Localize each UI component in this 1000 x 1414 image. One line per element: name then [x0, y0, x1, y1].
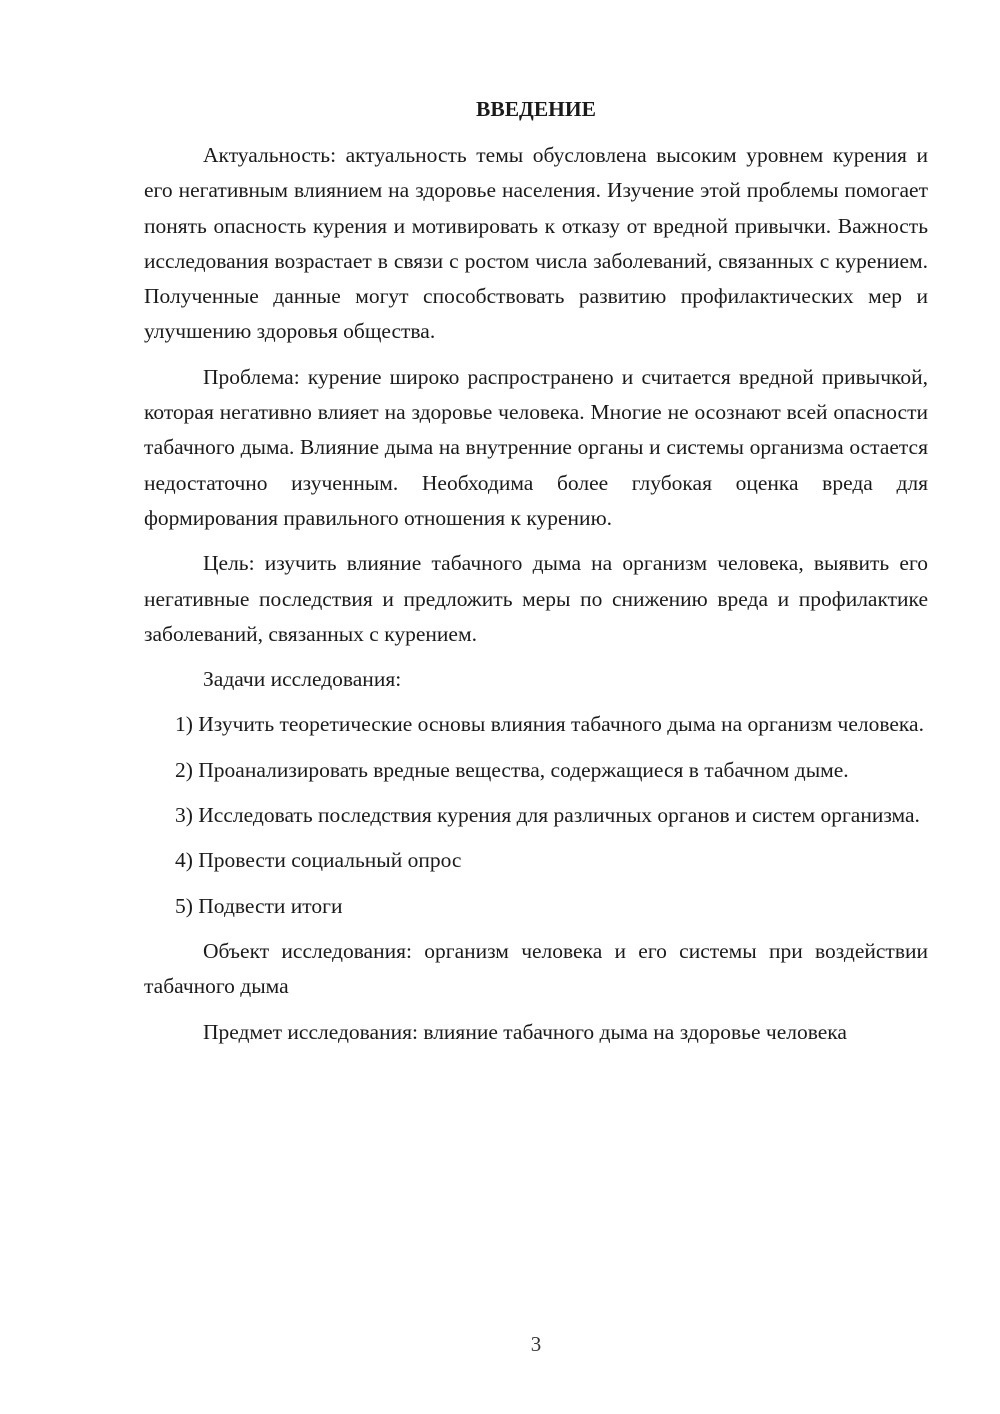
section-title: ВВЕДЕНИЕ	[476, 97, 596, 121]
task-item-3: 3) Исследовать последствия курения для различных органов и систем организма.	[175, 803, 920, 828]
paragraph-object: Объект исследования: организм человека и его системы при воздействии табачного дыма	[144, 938, 928, 999]
document-page	[144, 92, 928, 1060]
task-item-4: 4) Провести социальный опрос	[175, 848, 462, 873]
page-number: 3	[530, 1332, 542, 1356]
task-item-1: 1) Изучить теоретические основы влияния табачного дыма на организм человека.	[175, 712, 924, 737]
paragraph-tasks-heading: Задачи исследования:	[203, 667, 402, 692]
task-item-5: 5) Подвести итоги	[175, 893, 343, 918]
paragraph-relevance: Актуальность: актуальность темы обусловлена высоким уровнем курения и его негативным влиянием на здоровье населения. Изучение этой проблемы помогает понять опасность курения и мотивировать к отказу от вредной привычки. Важность исследования возрастает в связи с ростом числа заболеваний, связанных с курением. Полученные данные могут способствовать развитию профилактических мер и улучшению здоровья общества.	[144, 143, 928, 344]
paragraph-problem: Проблема: курение широко распространено и считается вредной привычкой, которая негативно влияет на здоровье человека. Многие не осознают всей опасности табачного дыма. Влияние дыма на внутренние органы и системы организма остается недостаточно изученным. Необходима более глубокая оценка вреда для формирования правильного отношения к курению.	[144, 364, 928, 530]
paragraph-goal: Цель: изучить влияние табачного дыма на организм человека, выявить его негативные последствия и предложить меры по снижению вреда и профилактике заболеваний, связанных с курением.	[144, 551, 928, 646]
paragraph-subject: Предмет исследования: влияние табачного дыма на здоровье человека	[203, 1019, 847, 1044]
task-item-2: 2) Проанализировать вредные вещества, содержащиеся в табачном дыме.	[175, 757, 849, 782]
